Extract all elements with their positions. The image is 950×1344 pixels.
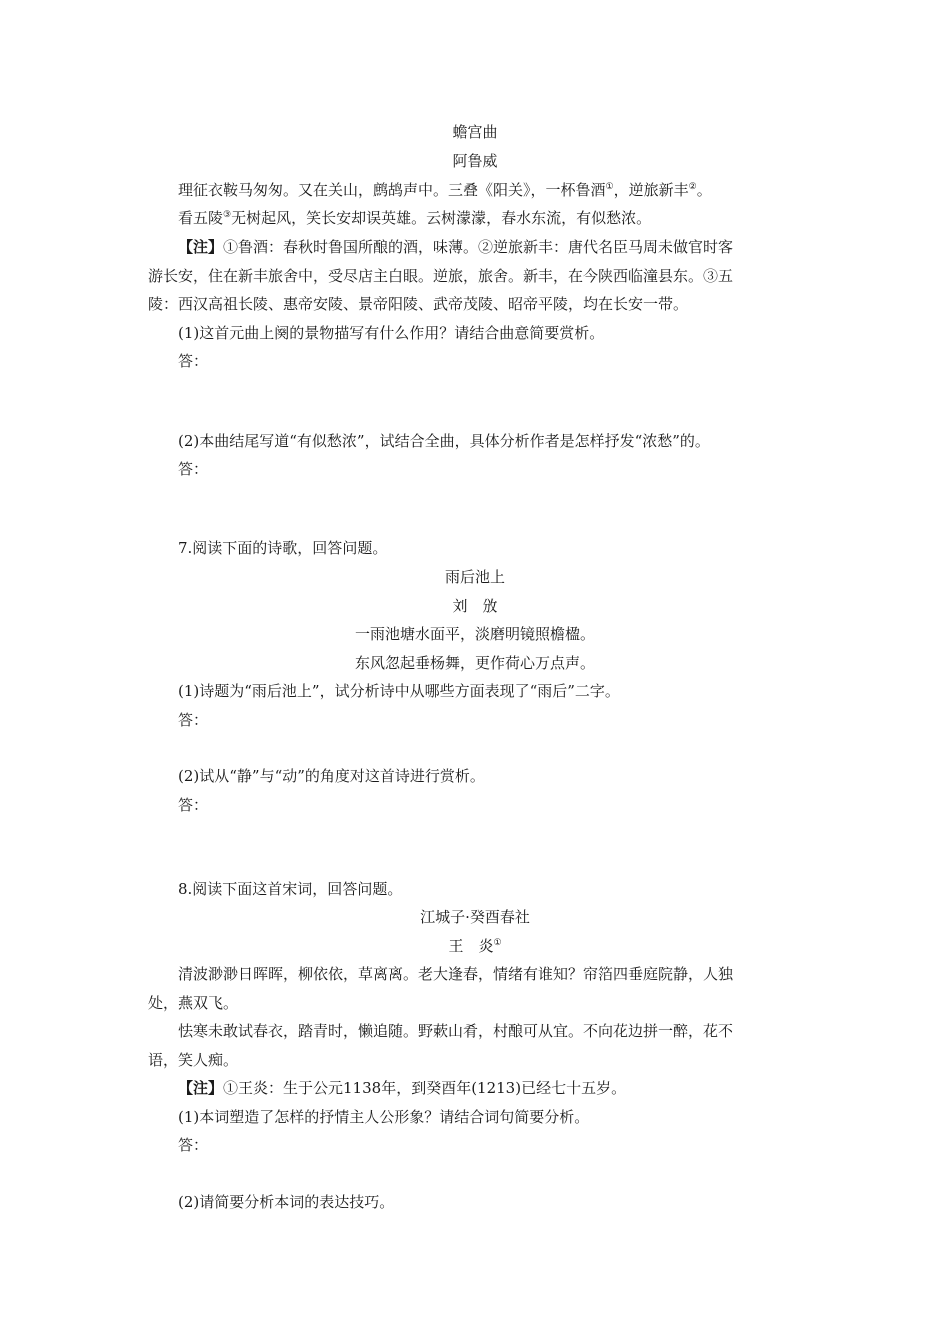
note-line	[0, 237, 950, 257]
answer-label: 答：	[178, 796, 209, 814]
poem-line: 怯寒未敢试春衣，踏青时，懒追随。野蔌山肴，村酿可从宜。不向花边拼一醉，花不	[178, 1022, 734, 1040]
text-run: 看五陵	[178, 209, 224, 227]
text-run: 。	[696, 181, 712, 199]
section-heading: 7.阅读下面的诗歌，回答问题。	[178, 539, 388, 557]
note-line: 陵：西汉高祖长陵、惠帝安陵、景帝阳陵、武帝茂陵、昭帝平陵，均在长安一带。	[148, 295, 689, 313]
poem-line: 语，笑人痴。	[148, 1051, 239, 1069]
poem-line: 处，燕双飞。	[148, 994, 239, 1012]
answer-label: 答：	[178, 352, 209, 370]
footnote-marker: ②	[688, 182, 697, 192]
poem-line	[0, 180, 950, 200]
footnote-marker: ①	[493, 938, 502, 948]
section-heading: 8.阅读下面这首宋词，回答问题。	[178, 880, 403, 898]
question: (2)本曲结尾写道“有似愁浓”，试结合全曲，具体分析作者是怎样抒发“浓愁”的。	[178, 432, 710, 450]
text-run: 理征衣鞍马匆匆。又在关山，鹧鸪声中。三叠《阳关》，一杯鲁酒	[178, 181, 606, 199]
answer-label: 答：	[178, 1136, 209, 1154]
note-label: 【注】	[178, 238, 224, 256]
question: (2)试从“静”与“动”的角度对这首诗进行赏析。	[178, 767, 485, 785]
question: (2)请简要分析本词的表达技巧。	[178, 1193, 395, 1211]
footnote-marker: ③	[223, 210, 232, 220]
poem-author	[0, 936, 950, 956]
question: (1)诗题为“雨后池上”，试分析诗中从哪些方面表现了“雨后”二字。	[178, 682, 620, 700]
note-text: ①王炎：生于公元1138年，到癸酉年(1213)已经七十五岁。	[223, 1079, 627, 1097]
poem-line	[0, 208, 950, 228]
text-run: 无树起风，笑长安却误英雄。云树濛濛，春水东流，有似愁浓。	[231, 209, 652, 227]
poem-title: 江城子·癸酉春社	[420, 908, 530, 926]
poem-line: 清波渺渺日晖晖，柳依依，草离离。老大逢春，情绪有谁知？帘箔四垂庭院静，人独	[178, 965, 734, 983]
footnote-marker: ①	[605, 182, 614, 192]
note-line	[0, 1078, 950, 1098]
note-line: 游长安，住在新丰旅舍中，受尽店主白眼。逆旅，旅舍。新丰，在今陕西临潼县东。③五	[148, 267, 734, 285]
poem-title: 雨后池上	[444, 568, 505, 586]
poem-author: 刘 攽	[452, 597, 498, 615]
text-run: ，逆旅新丰	[613, 181, 689, 199]
author-name: 王 炎	[448, 937, 494, 955]
note-text: ①鲁酒：春秋时鲁国所酿的酒，味薄。②逆旅新丰：唐代名臣马周未做官时客	[223, 238, 734, 256]
note-label: 【注】	[178, 1079, 224, 1097]
poem-line: 东风忽起垂杨舞，更作荷心万点声。	[354, 654, 595, 672]
answer-label: 答：	[178, 460, 209, 478]
poem-title: 蟾宫曲	[452, 123, 498, 141]
poem-author: 阿鲁威	[452, 152, 498, 170]
poem-line: 一雨池塘水面平，淡磨明镜照檐楹。	[354, 625, 595, 643]
answer-label: 答：	[178, 711, 209, 729]
question: (1)本词塑造了怎样的抒情主人公形象？请结合词句简要分析。	[178, 1108, 590, 1126]
question: (1)这首元曲上阕的景物描写有什么作用？请结合曲意简要赏析。	[178, 324, 605, 342]
